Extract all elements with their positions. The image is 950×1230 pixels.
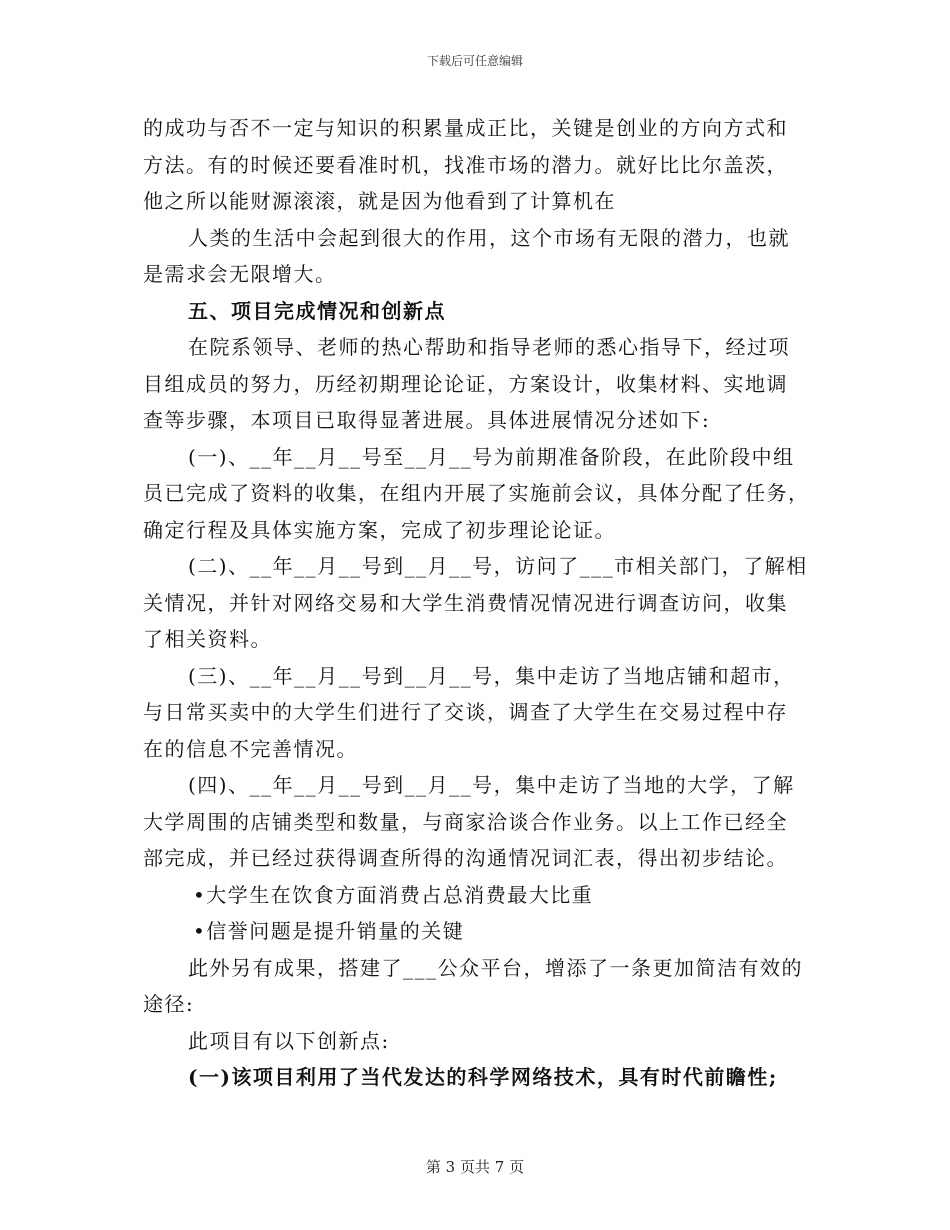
body-line: 确定行程及具体实施方案，完成了初步理论论证。 — [143, 517, 616, 542]
body-line: 此外另有成果，搭建了___公众平台，增添了一条更加简洁有效的 — [188, 955, 803, 980]
body-line: 此项目有以下创新点: — [188, 1028, 390, 1053]
page-header: 下载后可任意编辑 — [426, 54, 523, 68]
body-line: 关情况，并针对网络交易和大学生消费情况情况进行调查访问，收集 — [143, 590, 788, 615]
innovation-point: (一)该项目利用了当代发达的科学网络技术，具有时代前瞻性; — [188, 1065, 778, 1089]
body-line: 人类的生活中会起到很大的作用，这个市场有无限的潜力，也就 — [188, 225, 790, 250]
body-line: 方法。有的时候还要看准时机，找准市场的潜力。就好比比尔盖茨， — [143, 152, 788, 177]
body-line: 员已完成了资料的收集，在组内开展了实施前会议，具体分配了任务， — [143, 481, 810, 505]
body-line: 在的信息不完善情况。 — [143, 736, 358, 761]
body-line: 是需求会无限增大。 — [143, 262, 337, 286]
bullet-item: •信誉问题是提升销量的关键 — [193, 919, 465, 943]
body-line: 他之所以能财源滚滚，就是因为他看到了计算机在 — [143, 189, 616, 213]
body-line: 了相关资料。 — [143, 627, 272, 651]
page-footer: 第 3 页共 7 页 — [425, 1158, 525, 1176]
body-line: (三)、__年__月__号到__月__号，集中走访了当地店铺和超市， — [188, 663, 795, 688]
body-line: 与日常买卖中的大学生们进行了交谈，调查了大学生在交易过程中存 — [143, 700, 788, 724]
body-line: 部完成，并已经过获得调查所得的沟通情况词汇表，得出初步结论。 — [143, 846, 788, 870]
document-body — [143, 110, 811, 1096]
body-line: 途径: — [143, 992, 195, 1016]
body-line: (四)、__年__月__号到__月__号，集中走访了当地的大学，了解 — [188, 773, 795, 797]
bullet-item: •大学生在饮食方面消费占总消费最大比重 — [193, 882, 594, 907]
body-line: 查等步骤，本项目已取得显著进展。具体进展情况分述如下: — [143, 408, 711, 432]
body-line: (二)、__年__月__号到__月__号，访问了___市相关部门，了解相 — [188, 554, 808, 578]
body-line: 的成功与否不一定与知识的积累量成正比，关键是创业的方向方式和 — [143, 116, 788, 140]
body-line: 大学周围的店铺类型和数量，与商家洽谈合作业务。以上工作已经全 — [143, 809, 788, 834]
body-line: (一)、__年__月__号至__月__号为前期准备阶段，在此阶段中组 — [188, 444, 795, 469]
body-line: 在院系领导、老师的热心帮助和指导老师的悉心指导下，经过项 — [188, 335, 790, 359]
body-line: 目组成员的努力，历经初期理论论证，方案设计，收集材料、实地调 — [143, 371, 788, 396]
section-heading: 五、项目完成情况和创新点 — [188, 298, 446, 323]
